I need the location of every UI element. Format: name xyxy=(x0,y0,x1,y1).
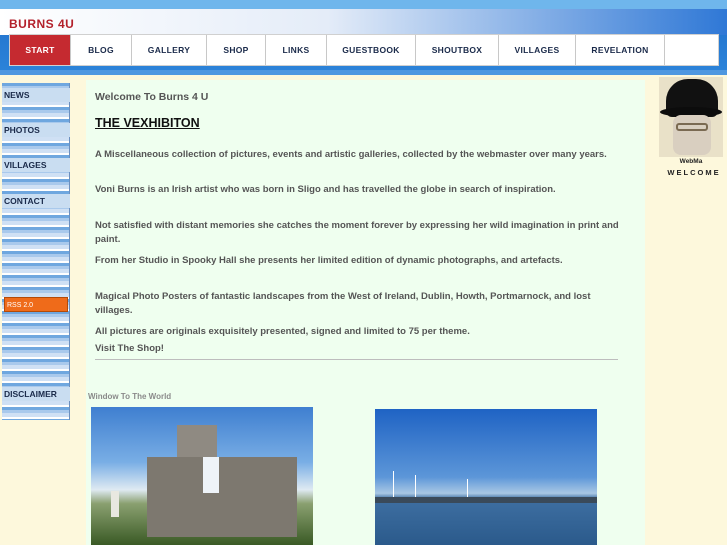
left-sidebar xyxy=(2,83,70,420)
nav-gallery[interactable]: GALLERY xyxy=(132,35,207,65)
nav-links[interactable]: LINKS xyxy=(266,35,327,65)
welcome-heading: Welcome To Burns 4 U xyxy=(95,91,209,103)
header-top-strip xyxy=(0,0,727,9)
window-to-world-title: Window To The World xyxy=(88,392,172,401)
sidebar-item-villages[interactable]: VILLAGES xyxy=(2,158,70,172)
nav-shoutbox[interactable]: SHOUTBOX xyxy=(416,35,499,65)
page-title: THE VEXHIBITON xyxy=(95,116,200,130)
posters-paragraph: Magical Photo Posters of fantastic landscapes from the West of Ireland, Dublin, Howth, Portmarnock, and lost villages. xyxy=(95,291,591,316)
glasses-shape xyxy=(676,123,708,131)
sidebar-item-photos[interactable]: PHOTOS xyxy=(2,123,70,137)
intro-paragraph: A Miscellaneous collection of pictures, events and artistic galleries, collected by the webmaster over many years. xyxy=(95,149,607,160)
mast xyxy=(393,471,394,497)
site-header xyxy=(0,0,727,75)
memories-paragraph: Not satisfied with distant memories she catches the moment forever by expressing her wild imagination in print and paint. xyxy=(95,220,619,245)
sidebar-item-disclaimer[interactable]: DISCLAIMER xyxy=(2,387,70,401)
sidebar-item-contact[interactable]: CONTACT xyxy=(2,194,70,208)
nav-revelation[interactable]: REVELATION xyxy=(576,35,665,65)
originals-paragraph: All pictures are originals exquisitely presented, signed and limited to 75 per theme. xyxy=(95,326,470,337)
divider xyxy=(95,359,618,360)
mast xyxy=(467,479,468,497)
rss-button[interactable]: RSS 2.0 xyxy=(4,297,68,312)
welcome-label: WELCOME xyxy=(667,168,721,177)
main-content xyxy=(86,80,645,545)
artist-paragraph: Voni Burns is an Irish artist who was born in Sligo and has travelled the globe in search of inspiration. xyxy=(95,184,556,195)
statue xyxy=(111,491,119,517)
nav-empty-slot xyxy=(665,35,718,65)
ruin-window xyxy=(203,457,219,493)
header-bottom-strip xyxy=(0,70,727,75)
face-shape xyxy=(673,115,711,155)
nav-villages[interactable]: VILLAGES xyxy=(499,35,576,65)
avatar[interactable] xyxy=(659,77,723,157)
nav-guestbook[interactable]: GUESTBOOK xyxy=(327,35,416,65)
avatar-caption: WebMa xyxy=(679,158,703,165)
ruin-base xyxy=(147,457,297,537)
studio-paragraph: From her Studio in Spooky Hall she presents her limited edition of dynamic photographs, and artefacts. xyxy=(95,255,563,266)
nav-blog[interactable]: BLOG xyxy=(71,35,132,65)
site-title[interactable]: BURNS 4U xyxy=(9,17,75,31)
mast xyxy=(415,475,416,497)
nav-shop[interactable]: SHOP xyxy=(207,35,266,65)
sidebar-item-news[interactable]: NEWS xyxy=(2,88,70,102)
harbour-photo[interactable] xyxy=(375,409,597,545)
top-navigation xyxy=(9,34,719,66)
visit-shop-link[interactable]: Visit The Shop! xyxy=(95,343,164,354)
nav-start[interactable]: START xyxy=(10,35,71,65)
ruin-photo[interactable] xyxy=(91,407,313,545)
site-title-bar xyxy=(0,9,727,35)
pier xyxy=(375,497,597,503)
